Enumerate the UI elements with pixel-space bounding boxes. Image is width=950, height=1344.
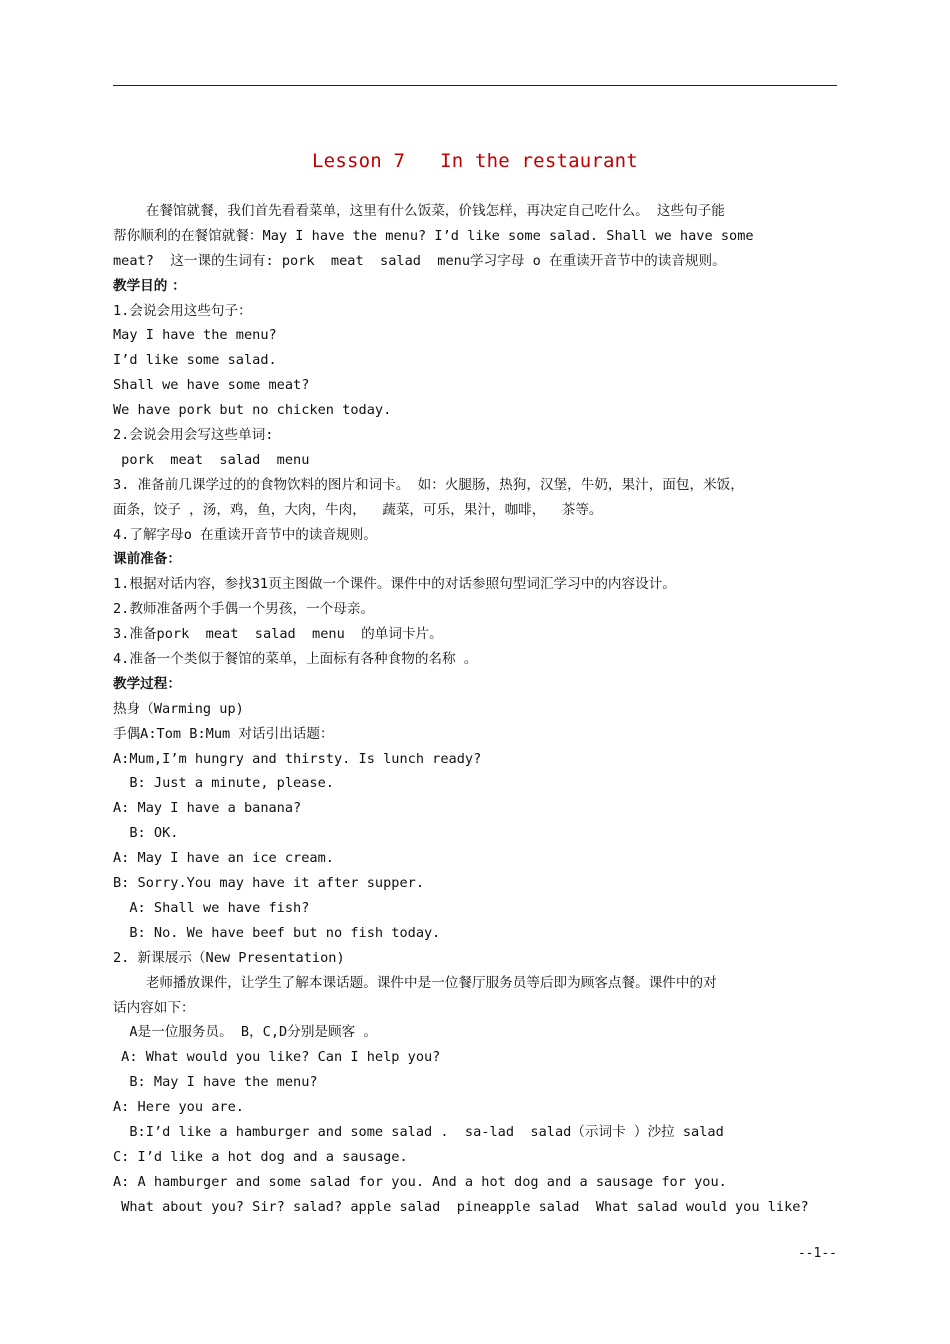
text-line: 话内容如下： — [113, 999, 195, 1016]
lesson-title: Lesson 7 In the restaurant — [312, 150, 638, 172]
text-line: 2. 新课展示（New Presentation) — [113, 949, 345, 966]
text-line: A: What would you like? Can I help you? — [113, 1049, 441, 1066]
text-line: B: OK. — [113, 825, 179, 842]
text-line: A: May I have a banana? — [113, 800, 302, 817]
text-line: meat? 这一课的生词有: pork meat salad menu学习字母 o 在重读开音节中的读音规则。 — [113, 252, 726, 269]
text-line: 帮你顺利的在餐馆就餐：May I have the menu? I’d like some salad. Shall we have some — [113, 227, 754, 244]
lesson-body — [113, 199, 837, 1220]
text-line: A: May I have an ice cream. — [113, 850, 334, 867]
text-line: Shall we have some meat? — [113, 377, 310, 394]
text-line: I’d like some salad. — [113, 352, 277, 369]
text-line: 1.根据对话内容，参找31页主图做一个课件。课件中的对话参照句型词汇学习中的内容设计。 — [113, 576, 676, 593]
text-line: pork meat salad menu — [113, 451, 310, 468]
section-heading: 教学目的 ： — [113, 277, 186, 294]
text-line: A:Mum,I’m hungry and thirsty. Is lunch ready? — [113, 750, 482, 767]
text-line: B:I’d like a hamburger and some salad . sa-lad salad（示词卡 ）沙拉 salad — [113, 1123, 724, 1140]
text-line: We have pork but no chicken today. — [113, 402, 392, 419]
text-line: A: Shall we have fish? — [113, 899, 310, 916]
text-line: 面条，饺子 ，汤，鸡，鱼，大肉，牛肉， 蔬菜，可乐，果汁，咖啡， 茶等。 — [113, 501, 603, 518]
text-line: 3.准备pork meat salad menu 的单词卡片。 — [113, 626, 443, 643]
text-line: 老师播放课件，让学生了解本课话题。课件中是一位餐厅服务员等后即为顾客点餐。课件中的对 — [113, 974, 717, 991]
text-line: B: Sorry.You may have it after supper. — [113, 875, 424, 892]
text-line: What about you? Sir? salad? apple salad pineapple salad What salad would you like? — [113, 1198, 809, 1215]
text-line: 2.会说会用会写这些单词: — [113, 427, 274, 444]
text-line: 2.教师准备两个手偶一个男孩，一个母亲。 — [113, 601, 375, 618]
text-line: May I have the menu? — [113, 327, 277, 344]
text-line: A是一位服务员。 B，C,D分别是顾客 。 — [113, 1024, 377, 1041]
text-line: 4.准备一个类似于餐馆的菜单，上面标有各种食物的名称 。 — [113, 651, 478, 668]
text-line: 热身（Warming up) — [113, 700, 244, 717]
text-line: 3. 准备前几课学过的的食物饮料的图片和词卡。 如：火腿肠，热狗，汉堡，牛奶，果汁，面包，米饭， — [113, 476, 744, 493]
text-line: B: May I have the menu? — [113, 1074, 318, 1091]
section-heading: 课前准备： — [113, 551, 181, 568]
text-line: B: Just a minute, please. — [113, 775, 334, 792]
text-line: 在餐馆就餐，我们首先看看菜单，这里有什么饭菜，价钱怎样，再决定自己吃什么。 这些句子能 — [113, 203, 725, 219]
text-line: A: Here you are. — [113, 1099, 244, 1116]
text-line: C: I’d like a hot dog and a sausage. — [113, 1148, 408, 1165]
text-line: A: A hamburger and some salad for you. And a hot dog and a sausage for you. — [113, 1173, 727, 1190]
text-line: B: No. We have beef but no fish today. — [113, 924, 441, 941]
section-heading: 教学过程： — [113, 675, 181, 692]
text-line: 4.了解字母o 在重读开音节中的读音规则。 — [113, 526, 377, 543]
header-rule — [113, 85, 837, 86]
page-number: --1-- — [797, 1246, 837, 1261]
text-line: 手偶A:Tom B:Mum 对话引出话题： — [113, 725, 334, 742]
text-line: 1.会说会用这些句子： — [113, 302, 252, 319]
